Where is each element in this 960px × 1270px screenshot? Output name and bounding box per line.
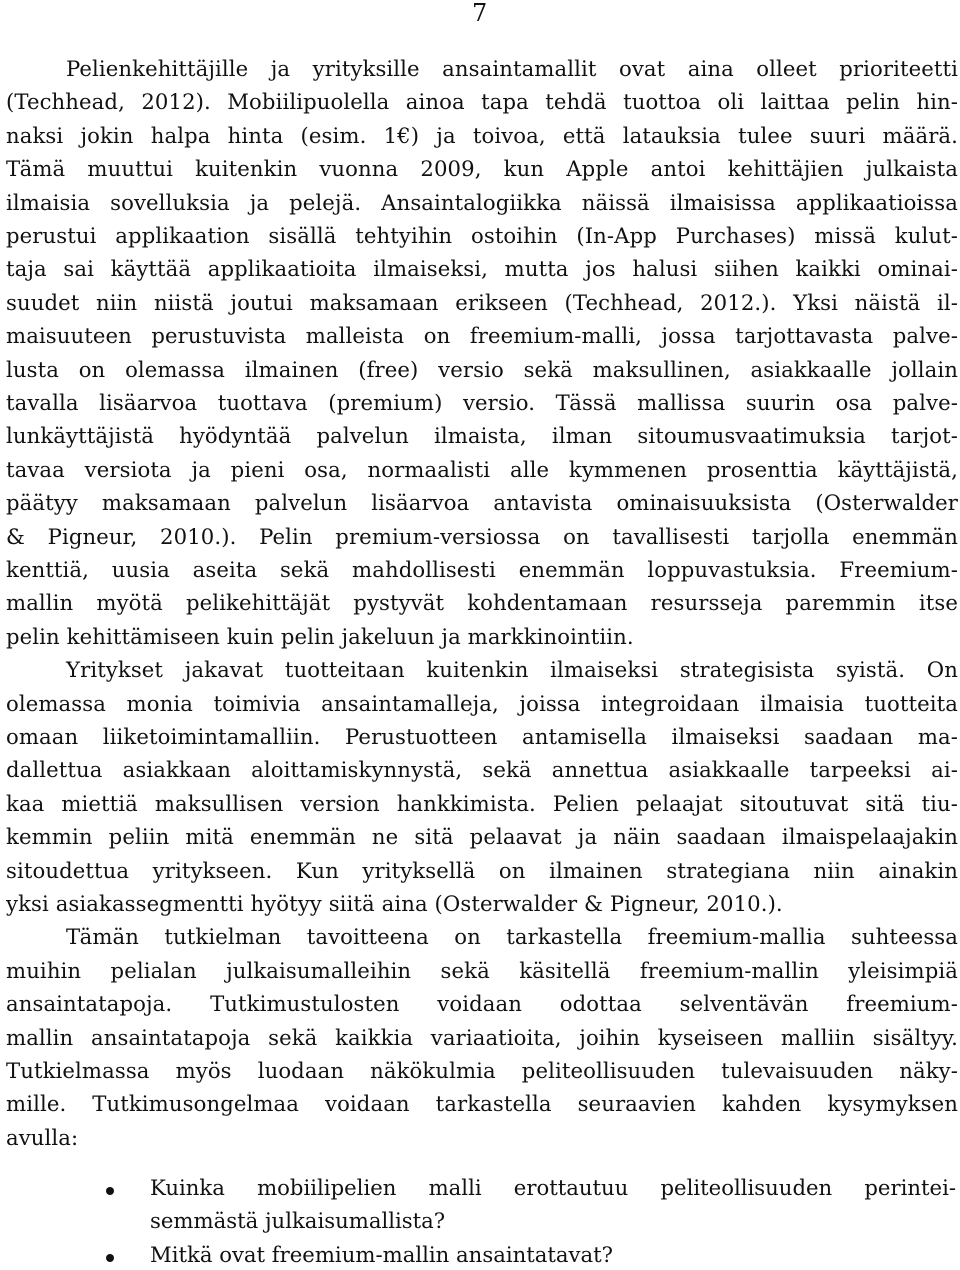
text-line: päätyy maksamaan palvelun lisäarvoa antavista ominaisuuksista (Osterwalder xyxy=(6,490,958,516)
text-line: ansaintatapoja. Tutkimustulosten voidaan odottaa selventävän freemium- xyxy=(6,991,958,1017)
text-line: maisuuteen perustuvista malleista on freemium-malli, jossa tarjottavasta palve- xyxy=(6,323,958,349)
text-line: tavaa versiota ja pieni osa, normaalisti alle kymmenen prosenttia käyttäjistä, xyxy=(6,456,958,482)
bullet-item-line: Mitkä ovat freemium-mallin ansaintatavat? xyxy=(150,1242,614,1267)
bullet-item-line: semmästä julkaisumallista? xyxy=(150,1208,446,1233)
text-line: Tämä muuttui kuitenkin vuonna 2009, kun Apple antoi kehittäjien julkaista xyxy=(6,156,958,182)
text-line: sitoudettua yritykseen. Kun yrityksellä on ilmainen strategiana niin ainakin xyxy=(6,857,958,883)
text-line: lunkäyttäjistä hyödyntää palvelun ilmaista, ilman sitoumusvaatimuksia tarjot- xyxy=(6,423,958,449)
text-line: pelin kehittämiseen kuin pelin jakeluun ja markkinointiin. xyxy=(6,623,634,649)
text-line: kemmin peliin mitä enemmän ne sitä pelaavat ja näin saadaan ilmaispelaajakin xyxy=(6,824,958,850)
text-line: Pelienkehittäjille ja yrityksille ansaintamallit ovat aina olleet prioriteetti xyxy=(66,56,958,81)
text-line: taja sai käyttää applikaatioita ilmaiseksi, mutta jos halusi siihen kaikki ominai- xyxy=(6,256,958,282)
page-number: 7 xyxy=(472,0,488,27)
bullet-icon xyxy=(104,1185,116,1197)
text-line: ilmaisia sovelluksia ja pelejä. Ansaintalogiikka näissä ilmaisissa applikaatioissa xyxy=(6,189,958,215)
bullet-item-line: Kuinka mobiilipelien malli erottautuu peliteollisuuden perintei- xyxy=(150,1175,956,1200)
text-line: perustui applikaation sisällä tehtyihin ostoihin (In-App Purchases) missä kulut- xyxy=(6,223,958,248)
text-line: tavalla lisäarvoa tuottava (premium) versio. Tässä mallissa suurin osa palve- xyxy=(6,390,958,415)
text-line: naksi jokin halpa hinta (esim. 1€) ja toivoa, että latauksia tulee suuri määrä. xyxy=(6,122,958,148)
text-line: omaan liiketoimintamalliin. Perustuotteen antamisella ilmaiseksi saadaan ma- xyxy=(6,724,958,749)
text-line: olemassa monia toimivia ansaintamalleja, joissa integroidaan ilmaisia tuotteita xyxy=(6,690,958,716)
text-line: Tutkielmassa myös luodaan näkökulmia peliteollisuuden tulevaisuuden näky- xyxy=(6,1058,958,1083)
text-line: Yritykset jakavat tuotteitaan kuitenkin ilmaiseksi strategisista syistä. On xyxy=(66,657,958,683)
text-line: dallettua asiakkaan aloittamiskynnystä, sekä annettua asiakkaalle tarpeeksi ai- xyxy=(6,757,958,783)
text-line: Tämän tutkielman tavoitteena on tarkastella freemium-mallia suhteessa xyxy=(66,924,958,950)
text-line: kaa miettiä maksullisen version hankkimista. Pelien pelaajat sitoutuvat sitä tiu- xyxy=(6,790,958,816)
bullet-icon xyxy=(104,1252,116,1264)
text-line: kenttiä, uusia aseita sekä mahdollisesti enemmän loppuvastuksia. Freemium- xyxy=(6,557,958,582)
text-line: & Pigneur, 2010.). Pelin premium-versiossa on tavallisesti tarjolla enemmän xyxy=(6,523,958,549)
text-line: mallin ansaintatapoja sekä kaikkia variaatioita, joihin kyseiseen malliin sisältyy. xyxy=(6,1024,958,1050)
text-line: muihin pelialan julkaisumalleihin sekä käsitellä freemium-mallin yleisimpiä xyxy=(6,957,958,983)
text-line: mallin myötä pelikehittäjät pystyvät kohdentamaan resursseja paremmin itse xyxy=(6,590,958,616)
text-line: mille. Tutkimusongelmaa voidaan tarkastella seuraavien kahden kysymyksen xyxy=(6,1091,958,1117)
text-line: (Techhead, 2012). Mobiilipuolella ainoa tapa tehdä tuottoa oli laittaa pelin hin- xyxy=(6,89,958,115)
text-line: avulla: xyxy=(6,1124,79,1150)
text-line: suudet niin niistä joutui maksamaan erikseen (Techhead, 2012.). Yksi näistä il- xyxy=(6,289,958,315)
text-line: yksi asiakassegmentti hyötyy siitä aina (Osterwalder & Pigneur, 2010.). xyxy=(6,891,783,916)
text-line: lusta on olemassa ilmainen (free) versio sekä maksullinen, asiakkaalle jollain xyxy=(6,356,958,382)
